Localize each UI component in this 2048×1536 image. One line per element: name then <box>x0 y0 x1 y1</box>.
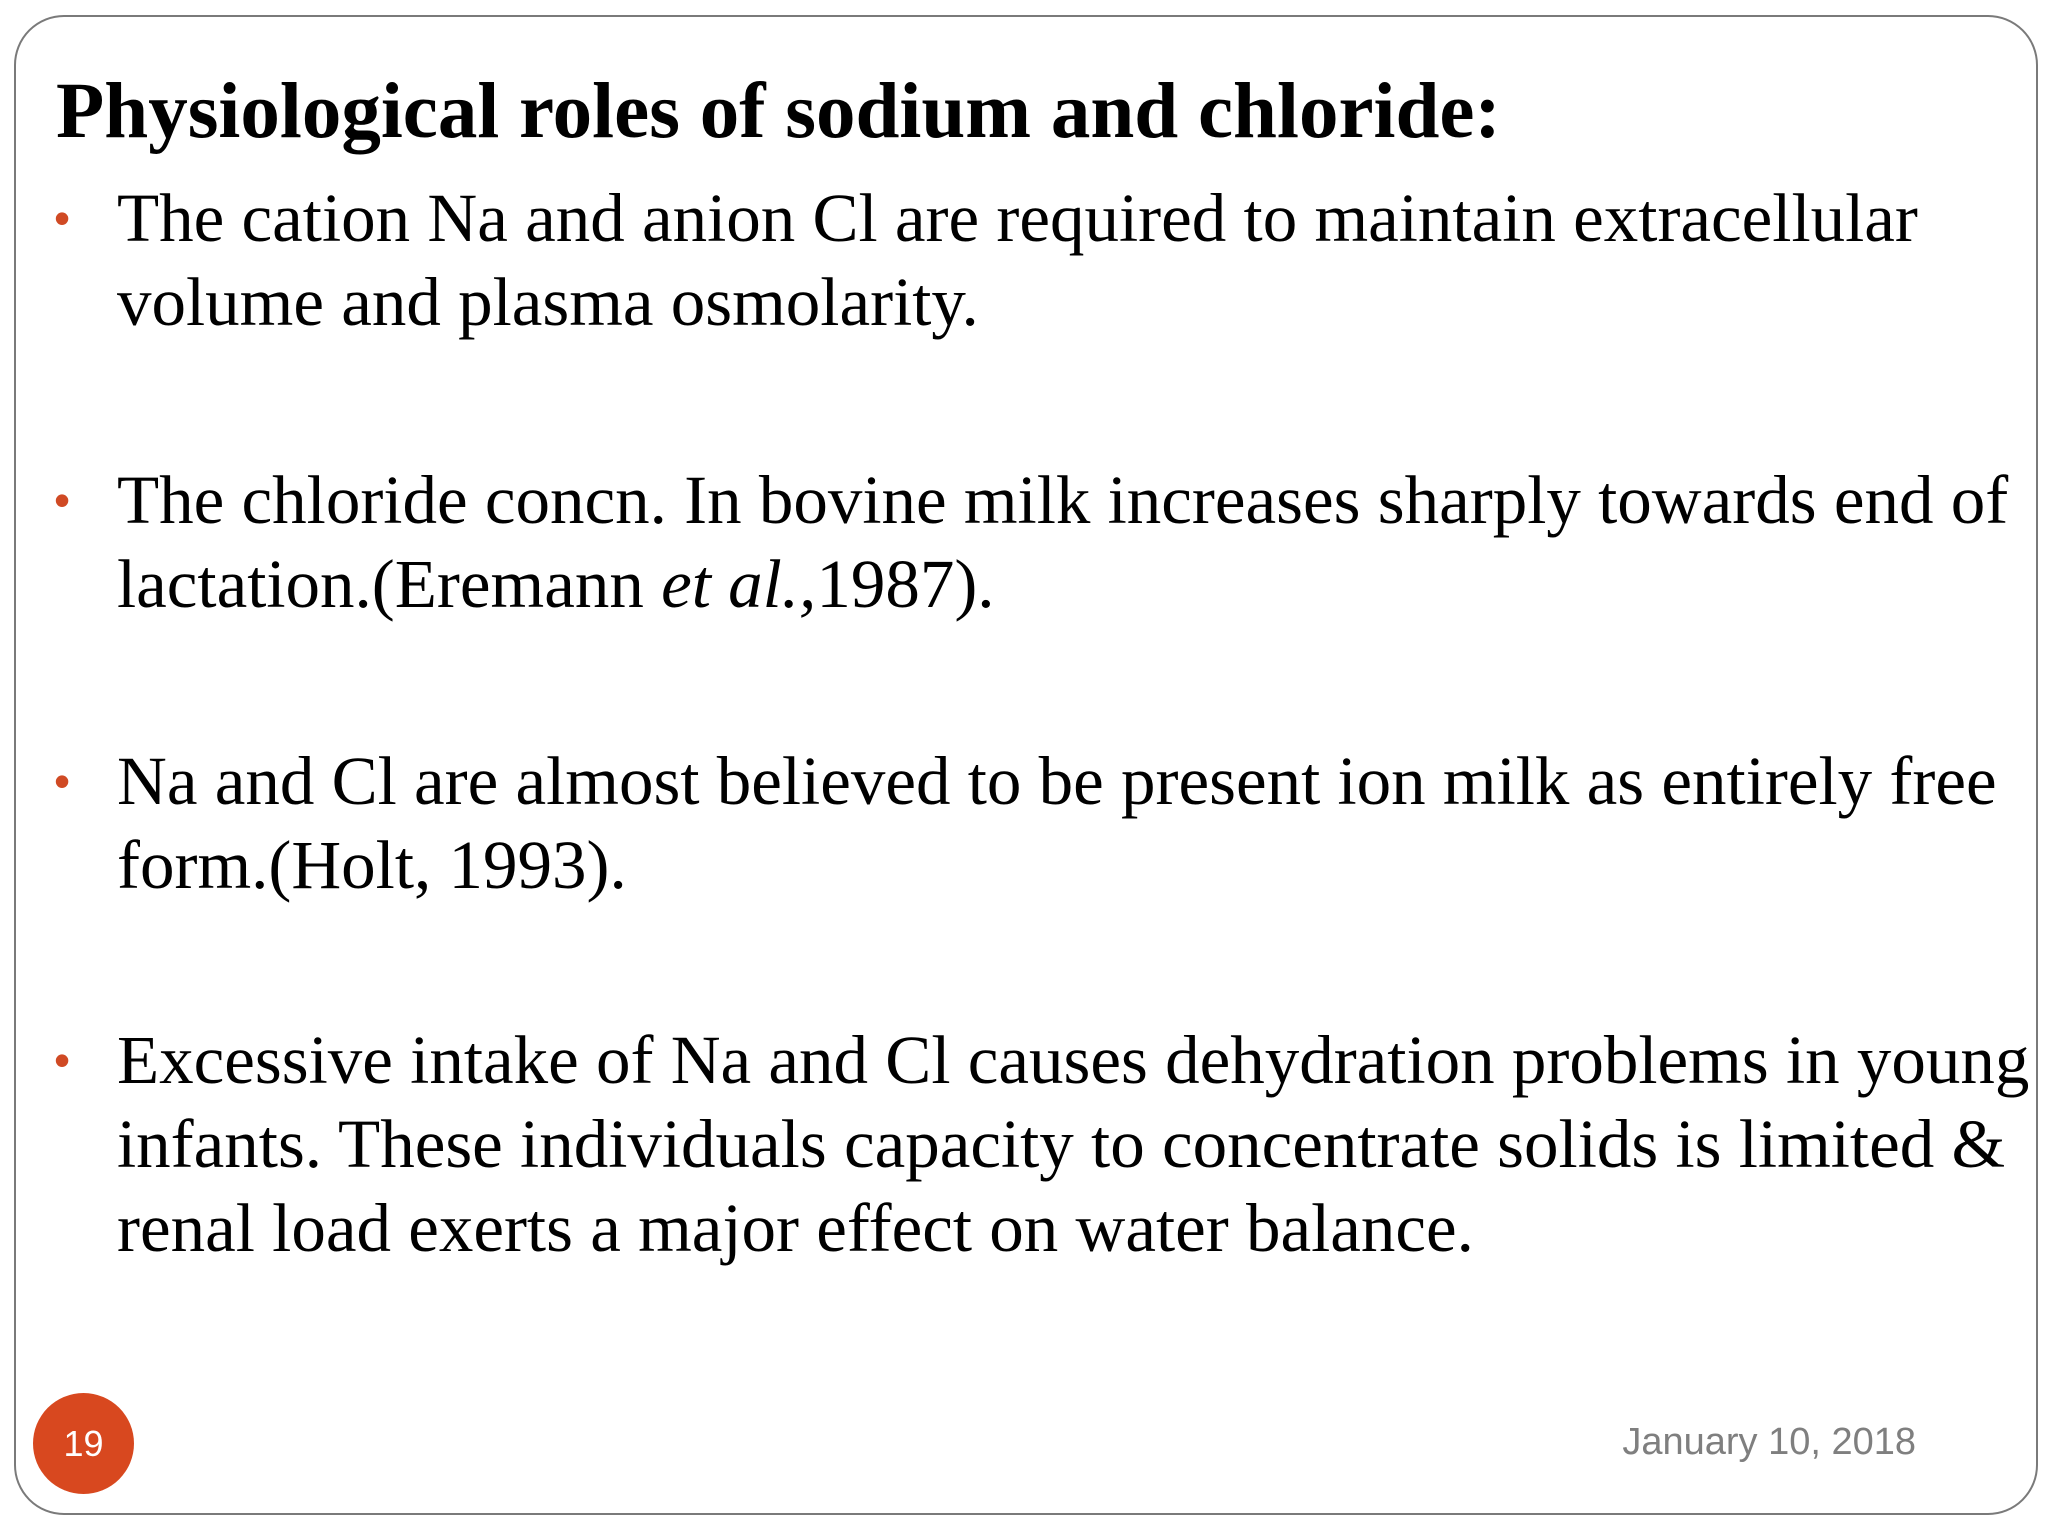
bullet-text <box>117 739 2017 907</box>
bullet-dot-icon: • <box>54 755 71 807</box>
bullet-line-citation <box>117 542 2017 626</box>
bullet-line: The chloride concn. In bovine milk increases sharply towards end of <box>117 462 2009 538</box>
bullet-text <box>117 1018 2030 1270</box>
bullet-dot-icon: • <box>54 192 71 244</box>
bullet-line: volume and plasma osmolarity. <box>117 264 979 340</box>
bullet-line: Excessive intake of Na and Cl causes dehydration problems in young <box>117 1022 2030 1098</box>
slide-title: Physiological roles of sodium and chloride: <box>56 68 1501 155</box>
bullet-line: The cation Na and anion Cl are required to maintain extracellular <box>117 180 1918 256</box>
bullet-dot-icon: • <box>54 474 71 526</box>
slide-date: January 10, 2018 <box>1622 1421 1916 1463</box>
bullet-text <box>117 458 2017 626</box>
citation-et-al: et al., <box>661 546 817 622</box>
bullet-line: Na and Cl are almost believed to be present ion milk as entirely free <box>117 743 1997 819</box>
citation-year: 1987). <box>816 546 995 622</box>
page-number-badge: 19 <box>33 1393 134 1494</box>
bullet-text <box>117 176 2017 344</box>
bullet-line: renal load exerts a major effect on water balance. <box>117 1190 1474 1266</box>
bullet-dot-icon: • <box>54 1034 71 1086</box>
bullet-line: form.(Holt, 1993). <box>117 827 627 903</box>
bullet-line: infants. These individuals capacity to concentrate solids is limited & <box>117 1106 2006 1182</box>
citation-text: lactation.(Eremann <box>117 546 662 622</box>
